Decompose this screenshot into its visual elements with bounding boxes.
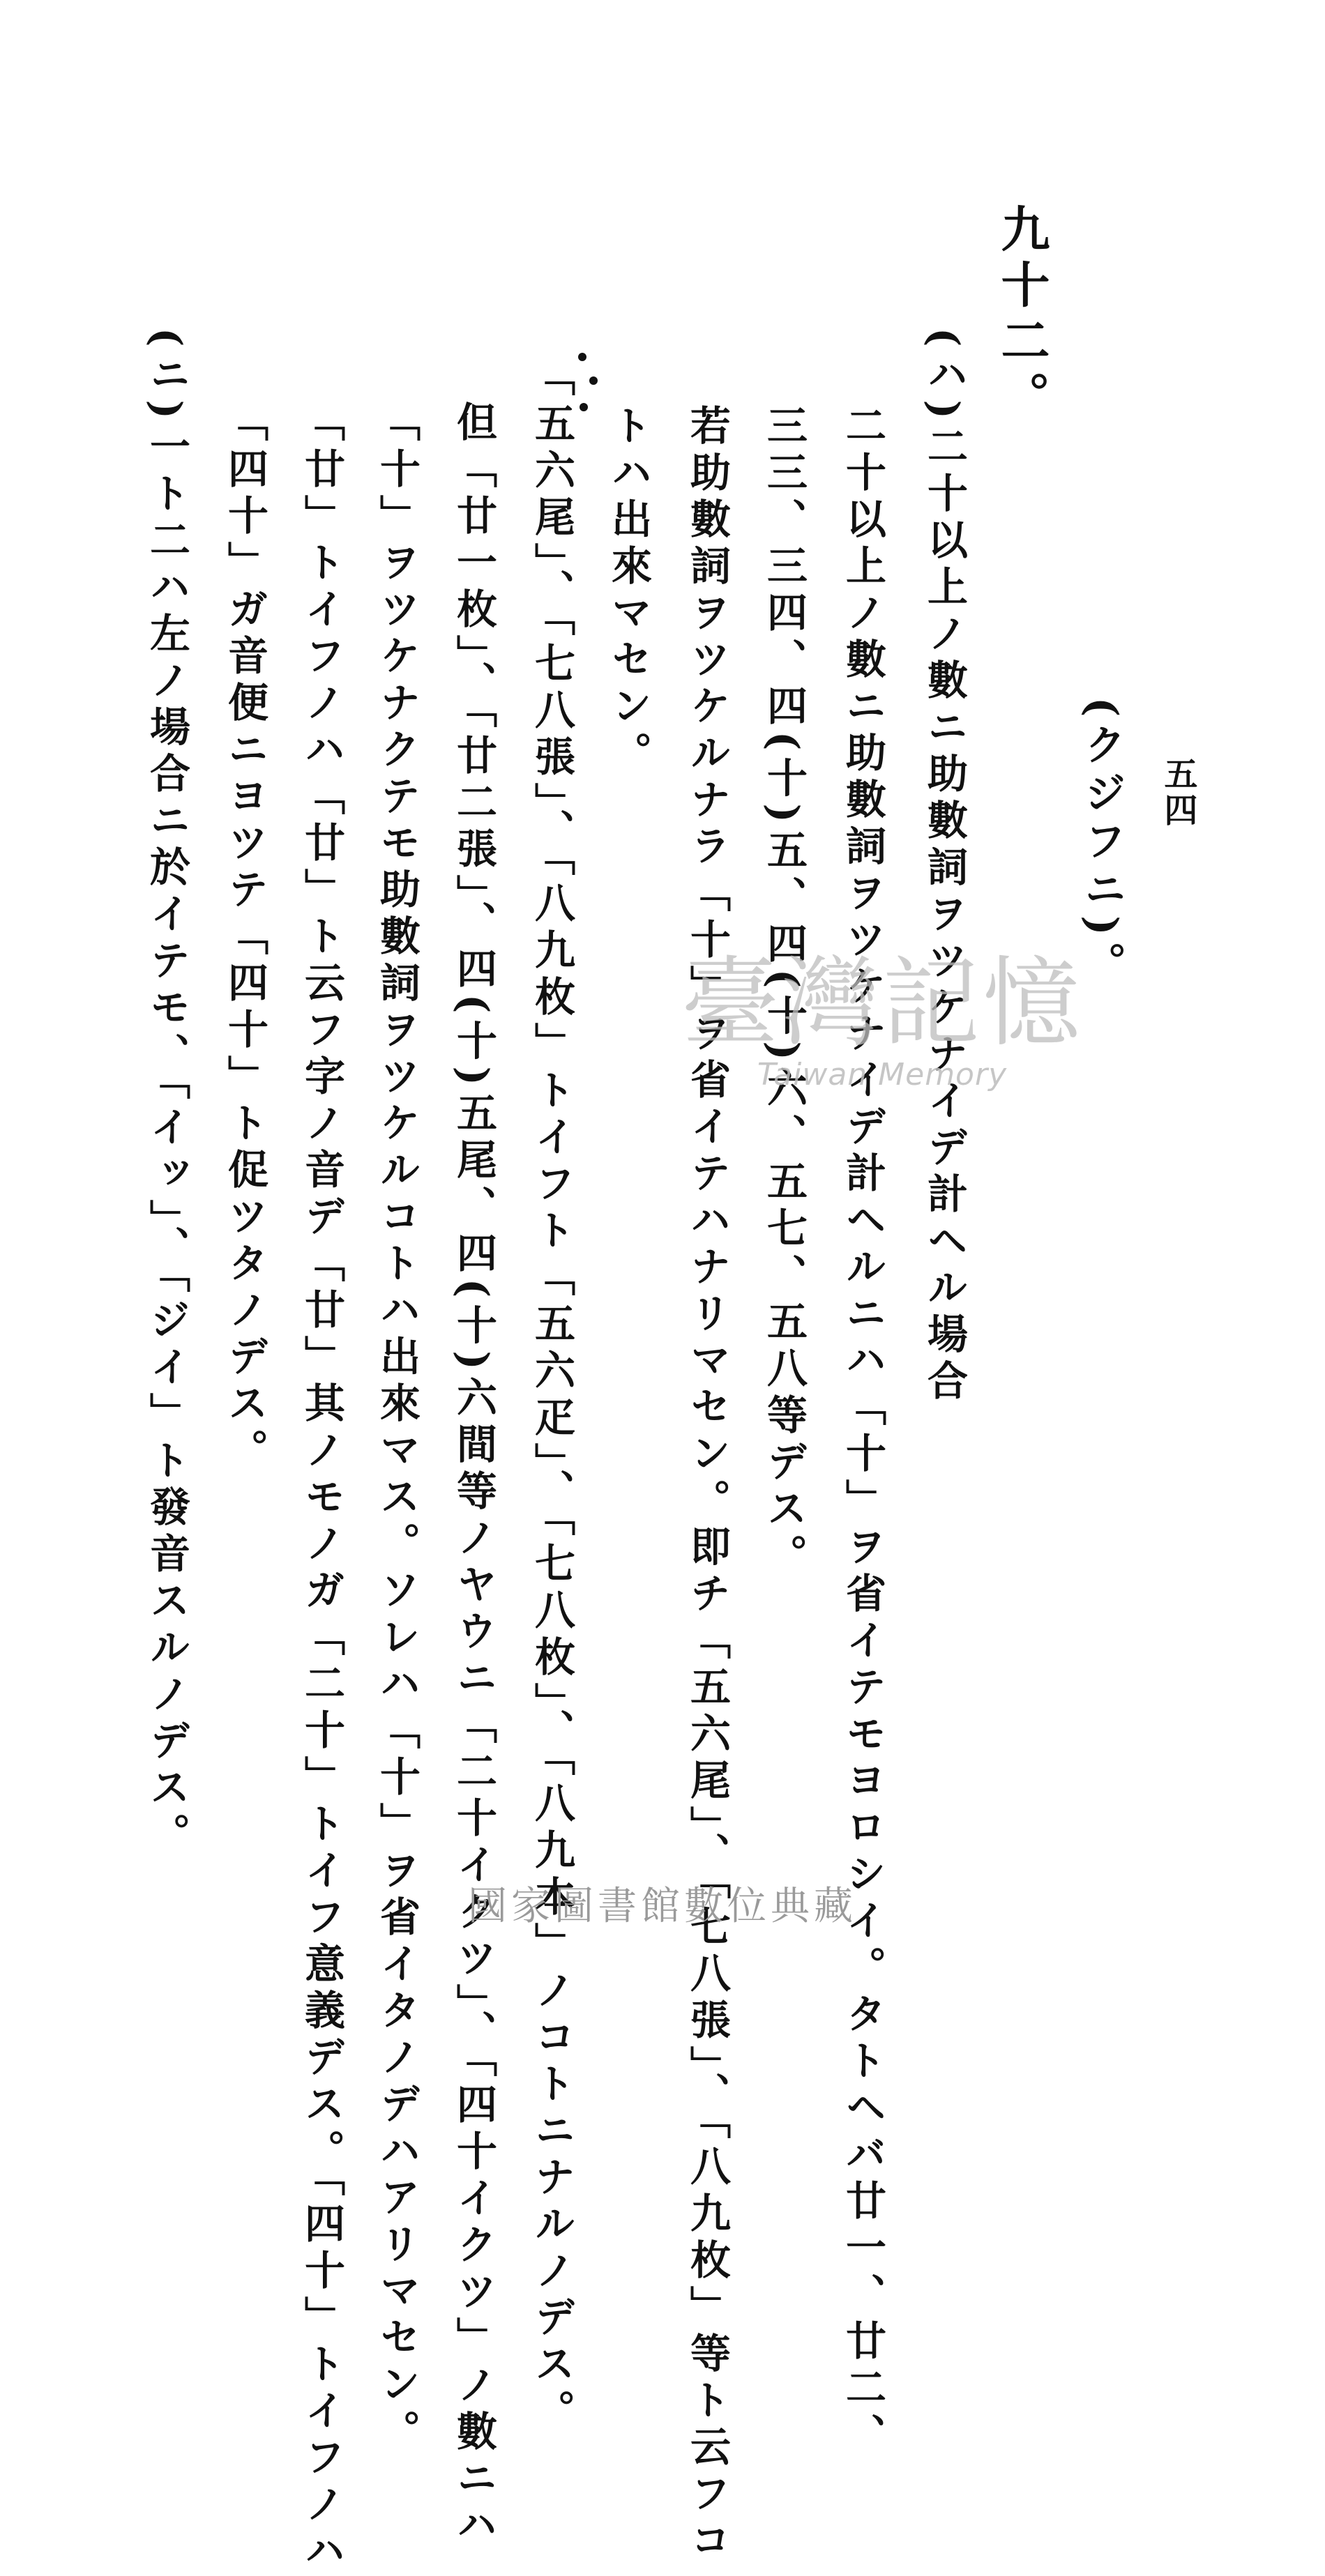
watermark-subtitle: Taiwan Memory — [757, 1057, 1008, 1092]
watermark-title: 臺灣記憶 — [681, 947, 1083, 1060]
text-column: 二十以上ノ數ニ助數詞ヲツケナイデ計ヘルニハ「十」ヲ省イテモヨロシイ。タトヘバ廿一、廿二、 — [839, 404, 886, 2460]
heading-number: 九十二。 — [993, 204, 1051, 427]
footer-credit: 國家圖書館數位典藏 — [468, 1884, 857, 1929]
margin-mark — [575, 349, 603, 425]
text-column: 但「廿一枚」、「廿二張」、四(十)五尾、四(十)六間等ノヤウニ「二十イクツ」、「四十イクツ」ノ數ニハ — [450, 401, 497, 2550]
text-column: 「五六尾」、「七八張」、「八九枚」トイフト「五六疋」、「七八枚」、「八九本」ノコトニナルノデス。 — [528, 356, 575, 2436]
text-column: 三三、三四、四(十)五、四(十)六、五七、五八等デス。 — [760, 404, 808, 1580]
section-heading-ha: (ハ)二十以上ノ數ニ助數詞ヲツケナイデ計ヘル場合 — [921, 328, 968, 1406]
section-heading-ni: (ニ)一ト二ハ左ノ場合ニ於イテモ、「イッ」、「ジイ」ト發音スルノデス。 — [143, 328, 190, 1859]
text-column: 「廿」トイフノハ「廿」ト云フ字ノ音デ「廿」其ノモノガ「二十」トイフ意義デス。「四十」トイフノハ — [298, 401, 345, 2576]
text-column: 「四十」ガ音便ニヨツテ「四十」ト促ツタノデス。 — [221, 401, 268, 1475]
text-column: 「十」ヲツケナクテモ助數詞ヲツケルコトハ出來マス。ソレハ「十」ヲ省イタノデハアリマセン。 — [373, 401, 421, 2456]
text-column: トハ出來マセン。 — [605, 404, 652, 778]
heading-reading: (クジフニ)。 — [1077, 697, 1126, 990]
page-number: 五四 — [1158, 756, 1197, 829]
watermark — [666, 947, 1098, 1136]
text-column: 若助數詞ヲツケルナラ「十」ヲ省イテハナリマセン。即チ「五六尾」、「七八張」、「八九枚」等ト云フコ — [683, 404, 731, 2566]
